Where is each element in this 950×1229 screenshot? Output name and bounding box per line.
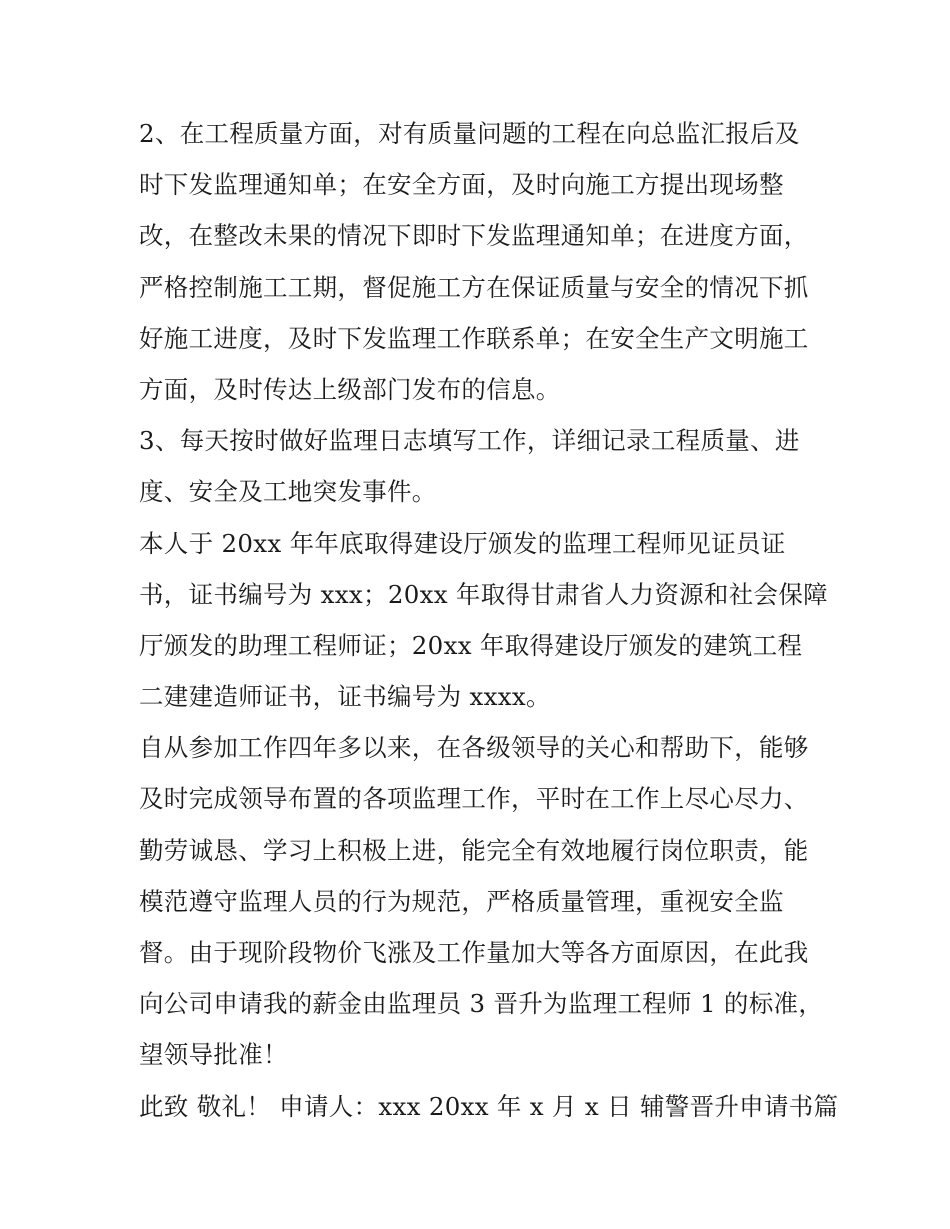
- text-line: 自从参加工作四年多以来，在各级领导的关心和帮助下，能够: [139, 733, 809, 763]
- document-body: [139, 108, 839, 1132]
- text-line: 望领导批准！: [139, 1040, 288, 1070]
- text-line: 勤劳诚恳、学习上积极上进，能完全有效地履行岗位职责，能: [139, 835, 809, 865]
- text-line: 改，在整改未果的情况下即时下发监理通知单；在进度方面，: [139, 221, 809, 251]
- text-line: 书，证书编号为 xxx；20xx 年取得甘肃省人力资源和社会保障: [139, 579, 828, 609]
- text-line: 厅颁发的助理工程师证；20xx 年取得建设厅颁发的建筑工程: [139, 630, 803, 660]
- text-line: 好施工进度，及时下发监理工作联系单；在安全生产文明施工: [139, 323, 809, 353]
- text-line: 3、每天按时做好监理日志填写工作，详细记录工程质量、进: [139, 426, 800, 456]
- text-line: 时下发监理通知单；在安全方面，及时向施工方提出现场整: [139, 170, 784, 200]
- text-line: 本人于 20xx 年年底取得建设厅颁发的监理工程师见证员证: [139, 528, 786, 558]
- text-line: 此致 敬礼！ 申请人：xxx 20xx 年 x 月 x 日 辅警晋升申请书篇: [139, 1091, 839, 1121]
- text-line: 二建建造师证书，证书编号为 xxxx。: [139, 682, 551, 712]
- text-line: 度、安全及工地突发事件。: [139, 477, 437, 507]
- text-line: 及时完成领导布置的各项监理工作，平时在工作上尽心尽力、: [139, 784, 809, 814]
- text-line: 严格控制施工工期，督促施工方在保证质量与安全的情况下抓: [139, 272, 809, 302]
- text-line: 督。由于现阶段物价飞涨及工作量加大等各方面原因，在此我: [139, 938, 809, 967]
- text-line: 2、在工程质量方面，对有质量问题的工程在向总监汇报后及: [139, 119, 800, 148]
- text-line: 向公司申请我的薪金由监理员 3 晋升为监理工程师 1 的标准，: [139, 989, 824, 1019]
- text-line: 方面，及时传达上级部门发布的信息。: [139, 374, 561, 404]
- text-line: 模范遵守监理人员的行为规范，严格质量管理，重视安全监: [139, 886, 784, 916]
